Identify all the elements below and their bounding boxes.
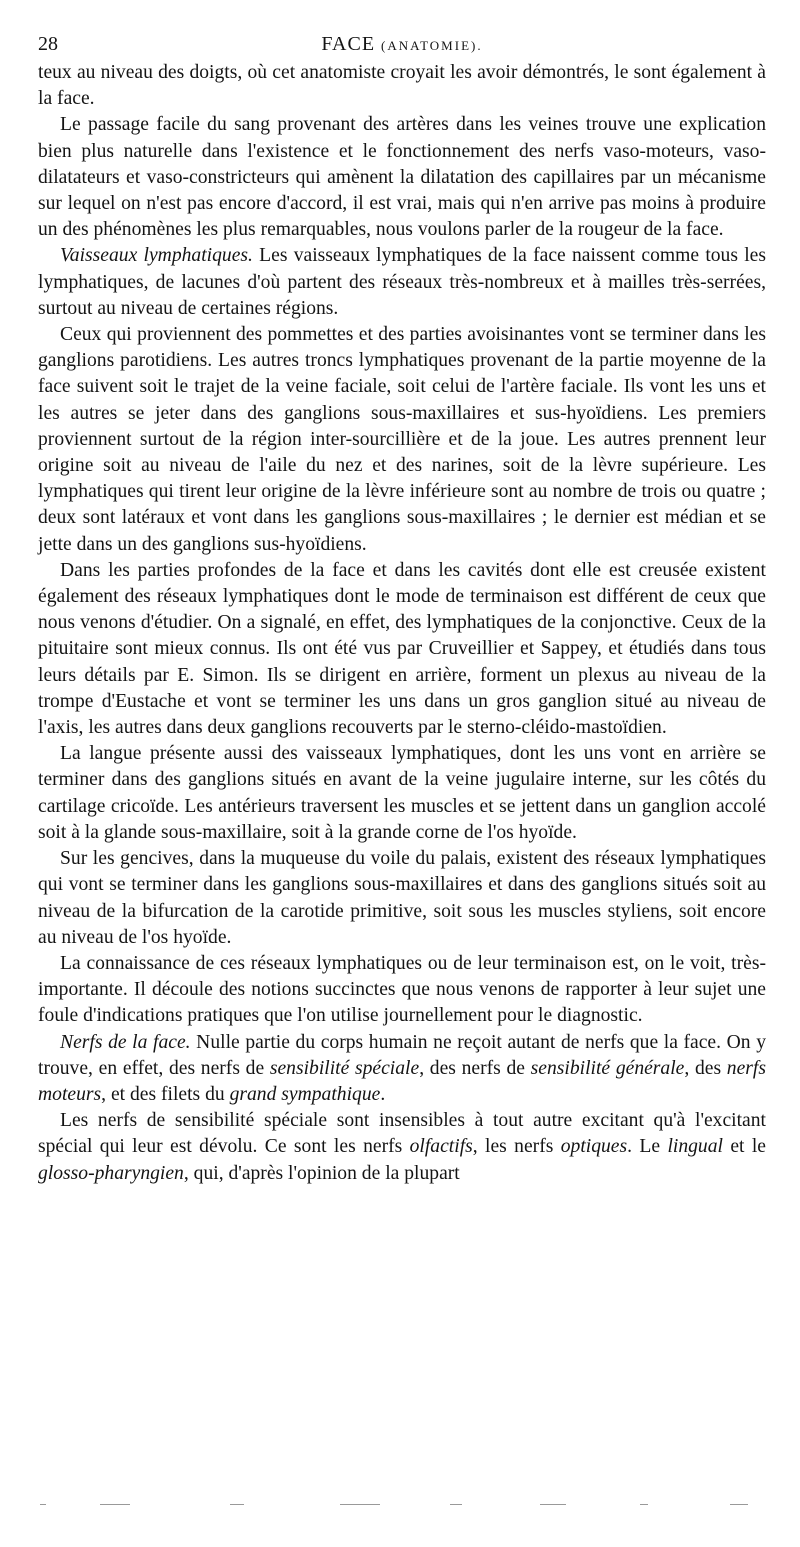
- italic-text: optiques: [560, 1136, 628, 1158]
- paragraph: [38, 1108, 766, 1187]
- italic-text: lingual: [667, 1136, 723, 1158]
- text-run: , et des filets du: [101, 1083, 230, 1105]
- text-run: .: [380, 1083, 386, 1105]
- paragraph: [38, 558, 766, 741]
- page-number: 28: [38, 33, 58, 55]
- text-run: Ceux qui proviennent des pommettes et des parties avoisinantes vont se terminer dans les ganglions parotidiens. Les autres troncs lymphatiques provenant de la partie moyenne de la face suivent soit le trajet de la veine faciale, soit celui de l'artère faciale. Ils vont les uns et les autres se jeter dans des ganglions sous-maxillaires et sus-hyoïdiens. Les premiers proviennent surtout de la région inter-sourcillière et de la joue. Les autres prennent leur origine soit au niveau de l'aile du nez et des narines, soit de la lèvre supérieure. Les lymphatiques qui tirent leur origine de la lèvre inférieure sont au nombre de trois ou quatre ; deux sont latéraux et vont dans les ganglions sous-maxillaires ; le dernier est médian et se jette dans un des ganglions sus-hyoïdiens.: [38, 324, 766, 555]
- running-title: [38, 30, 766, 60]
- text-run: Dans les parties profondes de la face et dans les cavités dont elle est creusée existent également des réseaux lymphatiques dont le mode de terminaison est différent de ceux que nous venons d'étudier. On a signalé, en effet, des lymphatiques de la conjonctive. Ceux de la pituitaire sont mieux connus. Ils ont été vus par Cruveillier et Sappey, et étudiés dans tous leurs détails par E. Simon. Ils se dirigent en arrière, forment un plexus au niveau de la trompe d'Eustache et vont se terminer les uns dans un gros ganglion situé au niveau de l'axis, les autres dans deux ganglions recouverts par le sterno-cléido-mastoïdien.: [38, 559, 766, 739]
- paragraph: [38, 243, 766, 322]
- italic-text: Vaisseaux lymphatiques.: [60, 245, 253, 267]
- text-run: Le passage facile du sang provenant des artères dans les veines trouve une explication bien plus naturelle dans l'existence et le fonctionnement des nerfs vaso-moteurs, vaso-dilatateurs et vaso-constricteurs qui amènent la dilatation des capillaires par un mécanisme sur lequel on n'est pas encore d'accord, il est vrai, mais qui n'en arrive pas moins à produire un des phénomènes les plus remarquables, nous voulons parler de la rougeur de la face.: [38, 114, 766, 241]
- italic-text: olfactifs: [409, 1136, 473, 1158]
- text-run: Nulle partie du corps humain ne reçoit autant de nerfs que la face. On y trouve, en effet, des nerfs de: [38, 1031, 766, 1079]
- text-run: Les nerfs de sensibilité spéciale sont insensibles à tout autre excitant qu'à l'excitant spécial qui leur est dévolu. Ce sont les nerfs: [38, 1110, 766, 1158]
- italic-text: nerfs moteurs: [38, 1057, 766, 1105]
- text-run: , des: [684, 1057, 727, 1079]
- italic-text: sensibilité spéciale: [269, 1057, 420, 1079]
- paragraph: [38, 112, 766, 243]
- running-title-subtitle: (ANATOMIE).: [381, 38, 483, 53]
- text-run: , qui, d'après l'opinion de la plupart: [183, 1162, 460, 1184]
- scan-artifact-marks: [40, 1500, 760, 1512]
- running-header: [38, 30, 766, 60]
- paragraph: [38, 951, 766, 1030]
- italic-text: sensibilité générale: [530, 1057, 685, 1079]
- running-title-main: FACE: [321, 33, 376, 55]
- text-run: , des nerfs de: [419, 1057, 531, 1079]
- text-run: Sur les gencives, dans la muqueuse du voile du palais, existent des réseaux lymphatiques qui vont se terminer dans les ganglions sous-maxillaires et dans des ganglions situés soit au niveau de la bifurcation de la carotide primitive, soit sous les muscles styliens, soit encore au niveau de l'os hyoïde.: [38, 848, 766, 948]
- paragraph: [38, 60, 766, 112]
- text-run: Les vaisseaux lymphatiques de la face naissent comme tous les lymphatiques, de lacunes d'où partent des réseaux très-nombreux et à mailles très-serrées, surtout au niveau de certaines régions.: [38, 245, 766, 319]
- text-run: La connaissance de ces réseaux lymphatiques ou de leur terminaison est, on le voit, très-importante. Il découle des notions succinctes que nous venons de rapporter à leur sujet une foule d'indications pratiques que l'on utilise journellement pour le diagnostic.: [38, 952, 766, 1027]
- italic-text: Nerfs de la face.: [60, 1031, 191, 1053]
- book-page: [38, 30, 766, 1187]
- body-text: [38, 60, 766, 1187]
- text-run: . Le: [627, 1136, 668, 1158]
- text-run: teux au niveau des doigts, où cet anatomiste croyait les avoir démontrés, le sont également à la face.: [38, 62, 766, 110]
- paragraph: [38, 846, 766, 951]
- italic-text: glosso-pharyngien: [38, 1162, 184, 1184]
- text-run: , les nerfs: [472, 1136, 561, 1158]
- paragraph: [38, 741, 766, 846]
- text-run: et le: [722, 1136, 766, 1158]
- paragraph: [38, 1030, 766, 1109]
- paragraph: [38, 322, 766, 558]
- text-run: La langue présente aussi des vaisseaux lymphatiques, dont les uns vont en arrière se terminer dans des ganglions situés en avant de la veine jugulaire interne, sur les côtés du cartilage cricoïde. Les antérieurs traversent les muscles et se jettent dans un ganglion accolé soit à la glande sous-maxillaire, soit à la grande corne de l'os hyoïde.: [38, 743, 766, 843]
- italic-text: grand sympathique: [229, 1083, 381, 1105]
